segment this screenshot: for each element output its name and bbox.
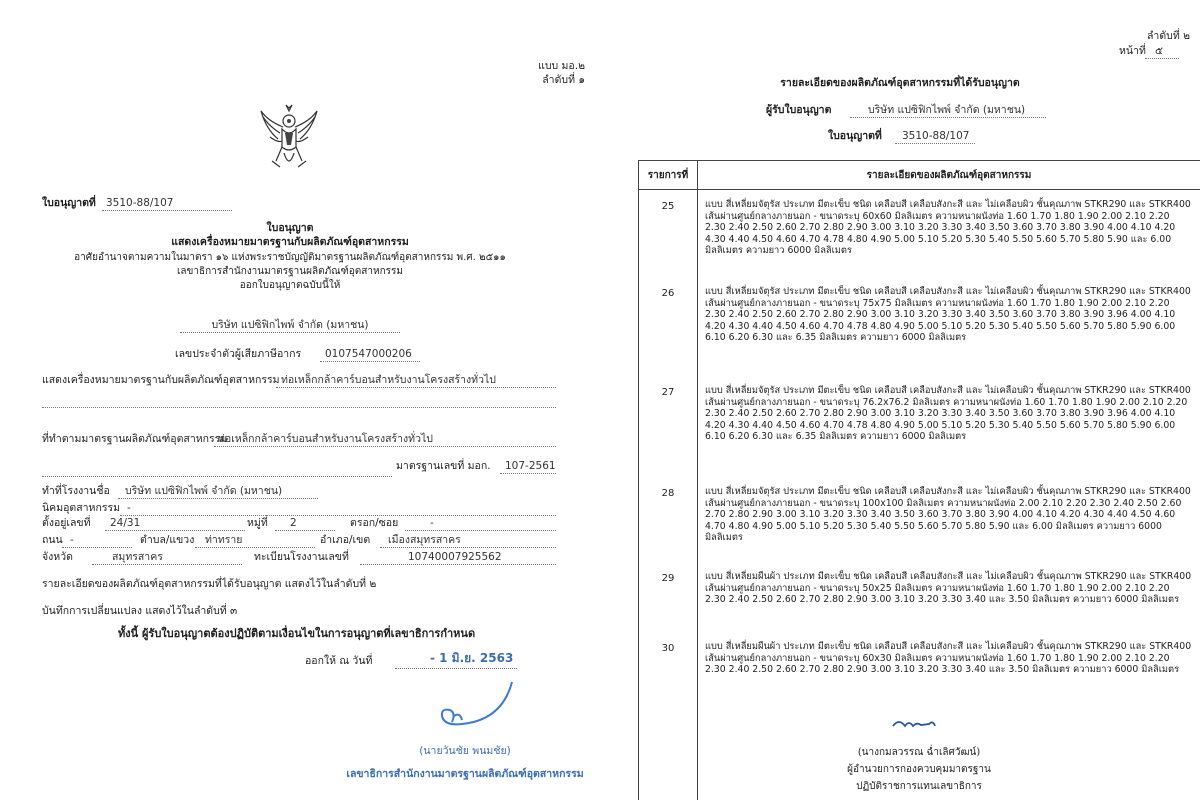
approver-title: ผู้อำนวยการกองควบคุมมาตรฐาน <box>847 764 991 775</box>
product-name: ท่อเหล็กกล้าคาร์บอนสำหรับงานโครงสร้างทั่วไป <box>281 374 496 386</box>
page-no: ๕ <box>1155 45 1163 57</box>
underline <box>118 498 318 499</box>
underline <box>42 407 556 408</box>
note-changes: บันทึกการเปลี่ยนแปลง แสดงไว้ในลำดับที่ ๓ <box>42 605 238 617</box>
form-code: แบบ มอ.๒ <box>538 60 585 72</box>
address-label: ตั้งอยู่เลขที่ <box>42 517 91 529</box>
underline <box>62 547 132 548</box>
page-order: ลำดับที่ ๒ <box>1147 30 1190 42</box>
factory-reg-value: 10740007925562 <box>408 551 502 563</box>
company-name: บริษัท แปซิฟิกไพพ์ จำกัด (มหาชน) <box>211 319 369 331</box>
factory-reg-label: ทะเบียนโรงงานเลขที่ <box>254 551 349 563</box>
row-no: 29 <box>661 573 675 584</box>
license-no: 3510-88/107 <box>106 197 174 209</box>
row-no: 30 <box>661 643 675 654</box>
detail-heading: รายละเอียดของผลิตภัณฑ์อุตสาหกรรมที่ได้รับอนุญาต <box>780 77 1020 89</box>
moo-label: หมู่ที่ <box>247 517 268 529</box>
note-details: รายละเอียดของผลิตภัณฑ์อุตสาหกรรมที่ได้รับอนุญาต แสดงไว้ในลำดับที่ ๒ <box>42 578 377 590</box>
subdistrict-value: ท่าทราย <box>205 534 243 546</box>
underline <box>500 473 556 474</box>
page-order: ลำดับที่ ๑ <box>542 74 585 86</box>
province-label: จังหวัด <box>42 551 73 563</box>
issued-date-stamp: - 1 มิ.ย. 2563 <box>430 651 514 665</box>
license-condition: ทั้งนี้ ผู้รับใบอนุญาตต้องปฏิบัติตามเงื่อนไขในการอนุญาตที่เลขาธิการกำหนด <box>118 627 476 640</box>
underline <box>1145 58 1179 59</box>
approver-role: ปฏิบัติราชการแทนเลขาธิการ <box>856 781 982 792</box>
signature-icon <box>889 714 939 734</box>
header-divider <box>639 189 1200 190</box>
col-header-detail: รายละเอียดของผลิตภัณฑ์อุตสาหกรรม <box>866 170 1032 181</box>
row-detail: แบบ สี่เหลี่ยมผืนผ้า ประเภท มีตะเข็บ ชนิด เคลือบสี เคลือบสังกะสี และ ไม่เคลือบผิว ชั้นคุณภาพ STKR290 และ STKR400 เส้นผ่านศูนย์กลางภายนอก - ขนาดระบุ 50x25 มิลลิเมตร ความหนาผนังท่อ 1.60 1.70 1.80 1.90 2.00 2.10 2.20 2.30 2.40 2.50 2.60 2.70 2.80 2.90 3.00 3.10 3.20 3.30 3.40 และ 3.50 มิลลิเมตร ความยาว 6000 มิลลิเมตร <box>705 571 1192 606</box>
estate-label: นิคมอุตสาหกรรม <box>42 502 121 514</box>
underline <box>360 564 556 565</box>
underline <box>195 547 315 548</box>
soi-label: ตรอก/ซอย <box>350 517 399 529</box>
underline <box>895 143 975 144</box>
product-detail-page <box>600 0 1200 800</box>
moo-value: 2 <box>290 517 297 529</box>
approver-name: (นางกมลวรรณ ฉ่ำเลิศวัฒน์) <box>857 747 981 758</box>
row-detail: แบบ สี่เหลี่ยมจัตุรัส ประเภท มีตะเข็บ ชนิด เคลือบสี เคลือบสังกะสี และ ไม่เคลือบผิว ชั้นคุณภาพ STKR290 และ STKR400 เส้นผ่านศูนย์กลางภายนอก - ขนาดระบุ 100x100 มิลลิเมตร ความหนาผนังท่อ 2.00 2.10 2.20 2.30 2.40 2.50 2.60 2.70 2.80 2.90 3.00 3.10 3.20 3.30 3.40 3.50 3.60 3.70 3.80 3.90 4.00 4.10 4.20 4.30 4.40 4.50 4.60 4.70 4.80 4.90 5.00 5.10 5.20 5.30 5.40 5.50 5.60 5.70 5.80 5.90 และ 6.00 มิลลิเมตร ความยาว 6000 มิลลิเมตร <box>705 486 1191 544</box>
title-line-1: ใบอนุญาต <box>266 222 314 234</box>
row-detail: แบบ สี่เหลี่ยมจัตุรัส ประเภท มีตะเข็บ ชนิด เคลือบสี เคลือบสังกะสี และ ไม่เคลือบผิว ชั้นคุณภาพ STKR290 และ STKR400 เส้นผ่านศูนย์กลางภายนอก - ขนาดระบุ 60x60 มิลลิเมตร ความหนาผนังท่อ 1.60 1.70 1.80 1.90 2.00 2.10 2.20 2.30 2.40 2.50 2.60 2.70 2.80 2.90 3.00 3.10 3.20 3.30 3.40 3.50 3.60 3.70 3.80 3.90 4.00 4.10 4.20 4.30 4.40 4.50 4.60 4.70 4.78 4.80 4.90 5.00 5.10 5.20 5.30 5.40 5.50 5.60 5.70 5.80 5.90 และ 6.00 มิลลิเมตร ความยาว 6000 มิลลิเมตร <box>705 199 1191 257</box>
subdistrict-label: ตำบล/แขวง <box>140 534 195 546</box>
issued-label: ออกให้ ณ วันที่ <box>305 655 373 667</box>
std-product: ท่อเหล็กกล้าคาร์บอนสำหรับงานโครงสร้างทั่วไป <box>218 433 433 445</box>
address-value: 24/31 <box>110 517 141 529</box>
title-line-4: เลขาธิการสำนักงานมาตรฐานผลิตภัณฑ์อุตสาหกรรม <box>177 266 403 277</box>
district-value: เมืองสมุทรสาคร <box>388 534 461 546</box>
license-label: ใบอนุญาตที่ <box>828 130 882 142</box>
underline <box>92 564 242 565</box>
underline <box>42 476 392 477</box>
title-line-5: ออกใบอนุญาตฉบับนี้ให้ <box>239 280 341 291</box>
holder-name: บริษัท แปซิฟิกไพพ์ จำกัด (มหาชน) <box>868 104 1026 116</box>
tax-no: 0107547000206 <box>325 348 412 360</box>
product-table <box>638 160 1200 800</box>
row-no: 26 <box>661 288 675 299</box>
row-detail: แบบ สี่เหลี่ยมผืนผ้า ประเภท มีตะเข็บ ชนิด เคลือบสี เคลือบสังกะสี และ ไม่เคลือบผิว ชั้นคุณภาพ STKR290 และ STKR400 เส้นผ่านศูนย์กลางภายนอก - ขนาดระบุ 60x30 มิลลิเมตร ความหนาผนังท่อ 1.60 1.70 1.80 1.90 2.00 2.10 2.20 2.30 2.40 2.50 2.60 2.70 2.80 2.90 3.00 3.10 3.20 3.30 3.40 และ 3.50 มิลลิเมตร ความยาว 6000 มิลลิเมตร <box>705 641 1192 676</box>
road-value: - <box>70 534 74 546</box>
estate-value: - <box>127 502 131 514</box>
show-mark-label: แสดงเครื่องหมายมาตรฐานกับผลิตภัณฑ์อุตสาหกรรม <box>42 374 280 386</box>
std-no-label: มาตรฐานเลขที่ มอก. <box>396 460 491 472</box>
row-no: 27 <box>661 387 675 398</box>
signature-icon <box>432 680 517 735</box>
district-label: อำเภอ/เขต <box>320 534 371 546</box>
underline <box>214 446 556 447</box>
underline <box>405 530 556 531</box>
row-detail: แบบ สี่เหลี่ยมจัตุรัส ประเภท มีตะเข็บ ชนิด เคลือบสี เคลือบสังกะสี และ ไม่เคลือบผิว ชั้นคุณภาพ STKR290 และ STKR400 เส้นผ่านศูนย์กลางภายนอก - ขนาดระบุ 75x75 มิลลิเมตร ความหนาผนังท่อ 1.60 1.70 1.80 1.90 2.00 2.10 2.20 2.30 2.40 2.50 2.60 2.70 2.80 2.90 3.00 3.10 3.20 3.30 3.40 3.50 3.60 3.70 3.80 3.90 3.96 4.00 4.10 4.20 4.30 4.40 4.50 4.60 4.70 4.78 4.80 4.90 5.00 5.10 5.20 5.30 5.40 5.50 5.60 5.70 5.80 5.90 6.00 6.10 6.20 6.30 และ 6.35 มิลลิเมตร ความยาว 6000 มิลลิเมตร <box>705 286 1191 344</box>
license-no: 3510-88/107 <box>902 130 970 142</box>
title-line-3: อาศัยอำนาจตามความในมาตรา ๑๖ แห่งพระราชบัญญัติมาตรฐานผลิตภัณฑ์อุตสาหกรรม พ.ศ. ๒๕๑๑ <box>74 252 506 263</box>
signer-name: (นายวันชัย พนมชัย) <box>419 745 511 757</box>
road-label: ถนน <box>42 534 63 546</box>
holder-label: ผู้รับใบอนุญาต <box>766 104 832 116</box>
row-detail: แบบ สี่เหลี่ยมจัตุรัส ประเภท มีตะเข็บ ชนิด เคลือบสี เคลือบสังกะสี และ ไม่เคลือบผิว ชั้นคุณภาพ STKR290 และ STKR400 เส้นผ่านศูนย์กลางภายนอก - ขนาดระบุ 76.2x76.2 มิลลิเมตร ความหนาผนังท่อ 1.60 1.70 1.80 1.90 2.00 2.10 2.20 2.30 2.40 2.50 2.60 2.70 2.80 2.90 3.00 3.10 3.20 3.30 3.40 3.50 3.60 3.70 3.80 3.90 3.96 4.00 4.10 4.20 4.30 4.40 4.50 4.60 4.70 4.78 4.80 4.90 5.00 5.10 5.20 5.30 5.40 5.50 5.60 5.70 5.80 5.90 6.00 6.10 6.20 6.30 และ 6.35 มิลลิเมตร ความยาว 6000 มิลลิเมตร <box>705 385 1191 443</box>
col-header-item: รายการที่ <box>647 170 689 181</box>
signer-title: เลขาธิการสำนักงานมาตรฐานผลิตภัณฑ์อุตสาหกรรม <box>346 768 584 780</box>
title-line-2: แสดงเครื่องหมายมาตรฐานกับผลิตภัณฑ์อุตสาหกรรม <box>171 236 409 248</box>
underline <box>105 530 245 531</box>
std-no: 107-2561 <box>505 460 556 472</box>
std-label: ที่ทำตามมาตรฐานผลิตภัณฑ์อุตสาหกรรม <box>42 433 228 445</box>
underline <box>180 332 400 333</box>
underline <box>120 515 556 516</box>
factory-name: บริษัท แปซิฟิกไพพ์ จำกัด (มหาชน) <box>125 485 283 497</box>
garuda-emblem-icon <box>258 103 320 173</box>
row-no: 28 <box>661 488 675 499</box>
factory-label: ทำที่โรงงานชื่อ <box>42 485 110 497</box>
underline <box>320 361 420 362</box>
soi-value: - <box>430 517 434 529</box>
page-no-label: หน้าที่ <box>1119 45 1146 57</box>
underline <box>102 210 232 211</box>
underline <box>850 117 1046 118</box>
underline <box>380 547 556 548</box>
tax-label: เลขประจำตัวผู้เสียภาษีอากร <box>175 348 302 360</box>
license-no-label: ใบอนุญาตที่ <box>42 197 96 209</box>
column-divider <box>697 161 698 800</box>
province-value: สมุทรสาคร <box>112 551 163 563</box>
underline <box>395 668 517 669</box>
row-no: 25 <box>661 201 675 212</box>
underline <box>276 387 556 388</box>
underline <box>275 530 335 531</box>
